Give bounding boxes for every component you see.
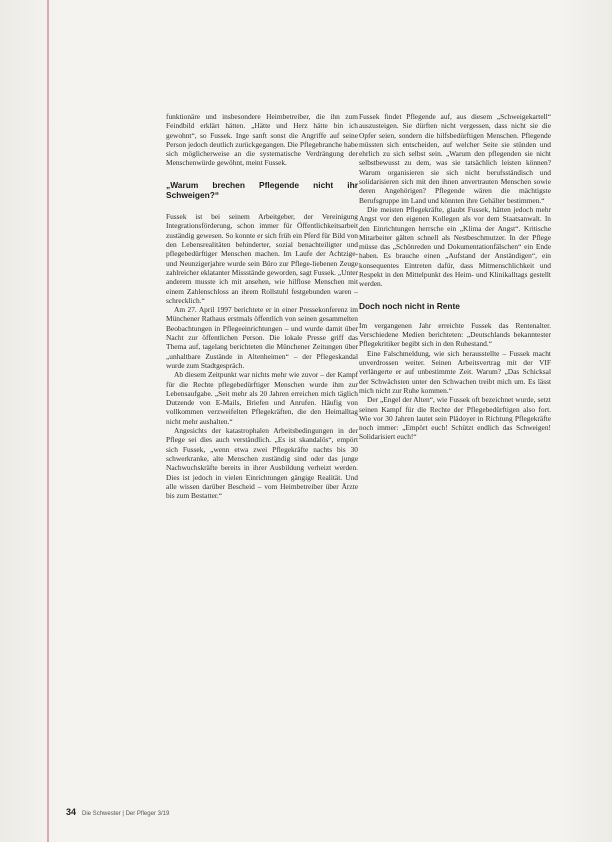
left-text-column bbox=[166, 112, 358, 500]
paragraph: Die meisten Pflegekräfte, glaubt Fussek, hätten jedoch mehr Angst vor den eigenen Kollegen als vor dem Staatsanwalt. In den Einrichtungen herrsche ein „Klima der Angst“. Kritische Mitarbeiter gälten schnell als Nestbeschmutzer. In der Pflege müsse das „Schönreden und Dokumentationfälschen“ ein Ende haben. Es brauche einen „Aufstand der Anständigen“, ein konsequentes Eintreten dafür, dass Mitmenschlichkeit und Respekt in den Mittelpunkt des Heim- und Klinikalltags gestellt werden. bbox=[359, 204, 551, 289]
paragraph: Eine Falschmeldung, wie sich herausstellte – Fussek macht unverdrossen weiter. Seinen Arbeitsvertrag mit der VIF verlängerte er auf unbestimmte Zeit. Warum? „Das Schicksal der Schwächsten unter den Schwachen treibt mich um. Es lässt mich nicht zur Ruhe kommen.“ bbox=[359, 348, 551, 395]
paragraph: Der „Engel der Alten“, wie Fussek oft bezeichnet wurde, setzt seinen Kampf für die Rechte der Pflegebedürftigen also fort. Wie vor 30 Jahren lautet sein Plädoyer in Richtung Pflegekräfte noch immer: „Empört euch! Schützt endlich das Schweigen! Solidarisiert euch!“ bbox=[359, 395, 551, 442]
margin-accent-line bbox=[47, 0, 49, 842]
paragraph: Ab diesem Zeitpunkt war nichts mehr wie zuvor – der Kampf für die Rechte pflegebedürftiger Menschen wurde ihm zur Lebensaufgabe. „Seit mehr als 20 Jahren erreichen mich täglich Dutzende von E-Mails, Briefen und Anrufen. Häufig von vollkommen verzweifelten Pflegekräften, die den Heimalltag nicht mehr aushalten.“ bbox=[166, 370, 358, 426]
page-footer bbox=[66, 807, 169, 817]
paragraph: Im vergangenen Jahr erreichte Fussek das Rentenalter. Verschiedene Medien berichteten: „Deutschlands bekanntester Pflegekritiker begibt sich in den Ruhestand.“ bbox=[359, 320, 551, 349]
publication-name: Die Schwester | Der Pfleger 3/19 bbox=[82, 811, 170, 817]
paragraph: Fussek findet Pflegende auf, aus diesem „Schweigekartell“ auszusteigen. Sie dürften nicht vergessen, dass nicht sie die Opfer seien, sondern die hilfsbedürftigen Menschen. Pflegende müssten sich entscheiden, auf welcher Seite sie stünden und ehrlich zu sich selbst sein. „Warum den pflegenden sie nicht selbstbewusst zu dem, was sie tatsächlich leisten können? Warum organisieren sie sich nicht berufsständisch und solidarisieren sich mit den ihnen anvertrauten Menschen sowie deren Angehörigen? Pflegende wären die mächtigste Berufsgruppe im Land und könnten ihre Gehälter bestimmen.“ bbox=[359, 112, 551, 205]
page-number: 34 bbox=[66, 807, 77, 817]
paragraph: Fussek ist bei seinem Arbeitgeber, der Vereinigung Integrationsförderung, schon immer für Öffentlichkeitsarbeit zuständig gewesen. So konnte er sich früh ein Pferd für Bild von den Lebensrealitäten behinderter, sozial benachteiligter und pflegebedürftiger Menschen machen. Im Laufe der Achtzige- und Neunzigerjahre wurde sein Büro zur Pflege-liebenen Zeuge zahlreicher eklatanter Missstände geworden, sagt Fussek. „Unter anderem musste ich mit ansehen, wie hilflose Menschen mit einem Zahlenschloss an ihrem Rollstuhl festgebunden waren – schrecklich.“ bbox=[166, 212, 358, 305]
paragraph: funktionäre und insbesondere Heimbetreiber, die ihn zum Feindbild erklärt hätten. „Hätte und Herz hätte bin ich gewohnt“, so Fussek. Inge sanft sonst die Angriffe auf seine Person jedoch deutlich zurückgegangen. Die Pflegebranche habe sich möglicherweise an die systematische Verdrängung der Menschenwürde gewöhnt, meint Fussek. bbox=[166, 112, 358, 168]
section-heading: „Warum brechen Pflegende nicht ihr Schweigen?“ bbox=[166, 179, 358, 200]
right-text-column bbox=[359, 112, 551, 442]
paragraph: Angesichts der katastrophalen Arbeitsbedingungen in der Pflege sei dies auch verständlich. „Es ist skandalös“, empört sich Fussek, „wenn etwa zwei Pflegekräfte nachts bis 30 schwerkranke, alte Menschen zuständig sind oder das junge Nachwuchskräfte bereits in ihrer Ausbildung verheizt werden. Dies ist jedoch in vielen Einrichtungen gängige Realität. Und alle wissen darüber Bescheid – vom Heimbetreiber über Ärzte bis zum Bestatter.“ bbox=[166, 426, 358, 501]
paragraph: Am 27. April 1997 berichtete er in einer Pressekonferenz im Münchener Rathaus erstmals öffentlich von seinen gesammelten Beobachtungen in Pflegeeinrichtungen – und wurde damit über Nacht zur öffentlichen Person. Die lokale Presse griff das Thema auf, tagelang berichteten die Münchener Zeitungen über „unhaltbare Zustände in Altenheimen“ – der Pflegeskandal wurde zum Stadtgespräch. bbox=[166, 305, 358, 370]
section-heading: Doch noch nicht in Rente bbox=[359, 300, 460, 311]
